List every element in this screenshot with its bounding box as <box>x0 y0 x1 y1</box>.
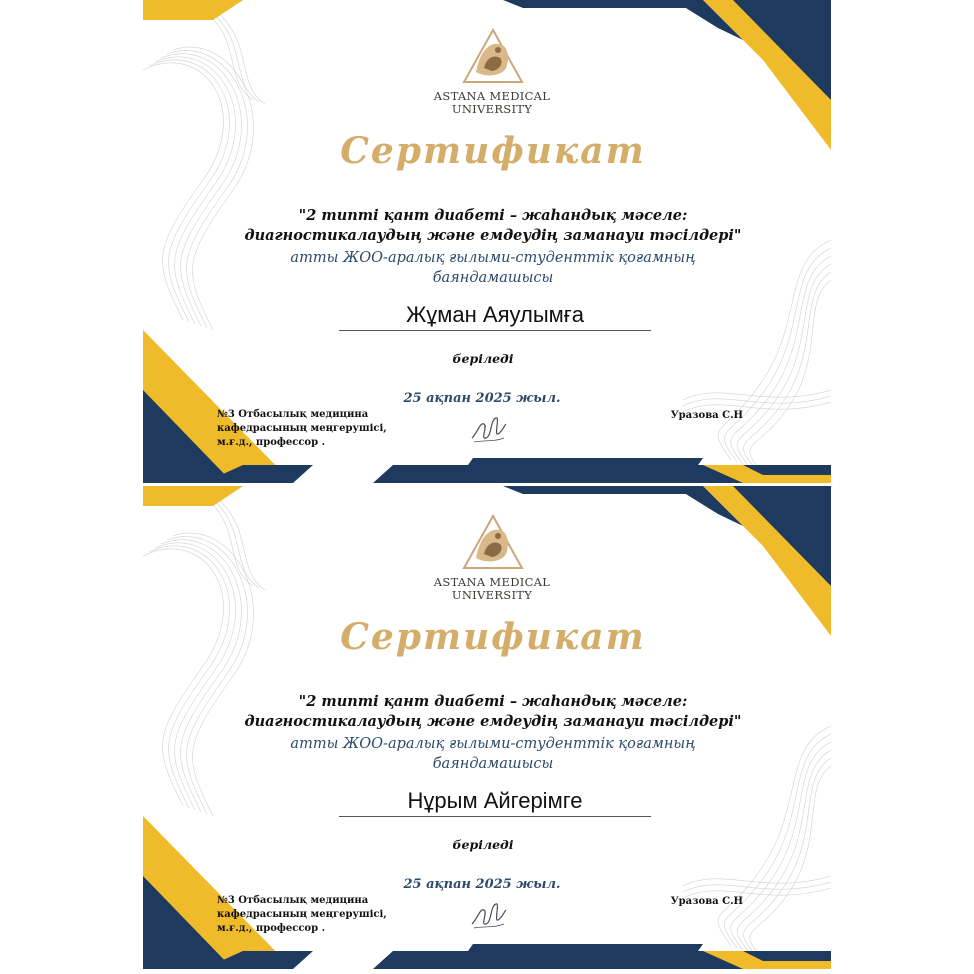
topic-line: диагностикалаудың және емдеудің заманауи тәсілдері" <box>244 227 742 244</box>
university-name-line: ASTANA MEDICAL <box>433 89 551 103</box>
event-text <box>203 248 783 288</box>
signer-name: Уразова С.Н <box>670 896 743 907</box>
issue-date: 25 ақпан 2025 жыл. <box>403 391 561 406</box>
university-name <box>387 90 597 116</box>
signer-name: Уразова С.Н <box>670 410 743 421</box>
event-line: атты ЖОО-аралық ғылыми-студенттік қоғамның <box>290 736 696 752</box>
event-line: атты ЖОО-аралық ғылыми-студенттік қоғамның <box>290 250 696 266</box>
department-line: кафедрасының меңгерушісі, <box>217 423 387 434</box>
certificate-title: Сертификат <box>340 130 646 172</box>
recipient-name: Жұман Аяулымға <box>339 302 651 331</box>
department-info <box>217 894 437 936</box>
topic-line: диагностикалаудың және емдеудің заманауи тәсілдері" <box>244 713 742 730</box>
topic-line: "2 типті қант диабеті – жаһандық мәселе: <box>298 207 688 224</box>
university-name <box>387 576 597 602</box>
astana-medical-university-emblem-icon <box>462 28 524 84</box>
university-name-line: UNIVERSITY <box>451 588 533 602</box>
department-info <box>217 408 437 450</box>
given-label: беріледі <box>452 351 514 366</box>
department-line: м.ғ.д., профессор . <box>217 437 326 448</box>
university-name-line: UNIVERSITY <box>451 102 533 116</box>
certificate-title: Сертификат <box>340 616 646 658</box>
topic-text <box>203 692 783 732</box>
certificate-2 <box>143 486 831 969</box>
event-line: баяндамашысы <box>432 270 554 286</box>
department-line: №3 Отбасылық медицина <box>217 895 369 906</box>
department-line: кафедрасының меңгерушісі, <box>217 909 387 920</box>
department-line: №3 Отбасылық медицина <box>217 409 369 420</box>
handwritten-signature-icon <box>468 412 510 446</box>
certificate-1 <box>143 0 831 483</box>
university-name-line: ASTANA MEDICAL <box>433 575 551 589</box>
topic-text <box>203 206 783 246</box>
topic-line: "2 типті қант диабеті – жаһандық мәселе: <box>298 693 688 710</box>
event-text <box>203 734 783 774</box>
astana-medical-university-emblem-icon <box>462 514 524 570</box>
issue-date: 25 ақпан 2025 жыл. <box>403 877 561 892</box>
handwritten-signature-icon <box>468 898 510 932</box>
recipient-name: Нұрым Айгерімге <box>339 788 651 817</box>
event-line: баяндамашысы <box>432 756 554 772</box>
given-label: беріледі <box>452 837 514 852</box>
department-line: м.ғ.д., профессор . <box>217 923 326 934</box>
